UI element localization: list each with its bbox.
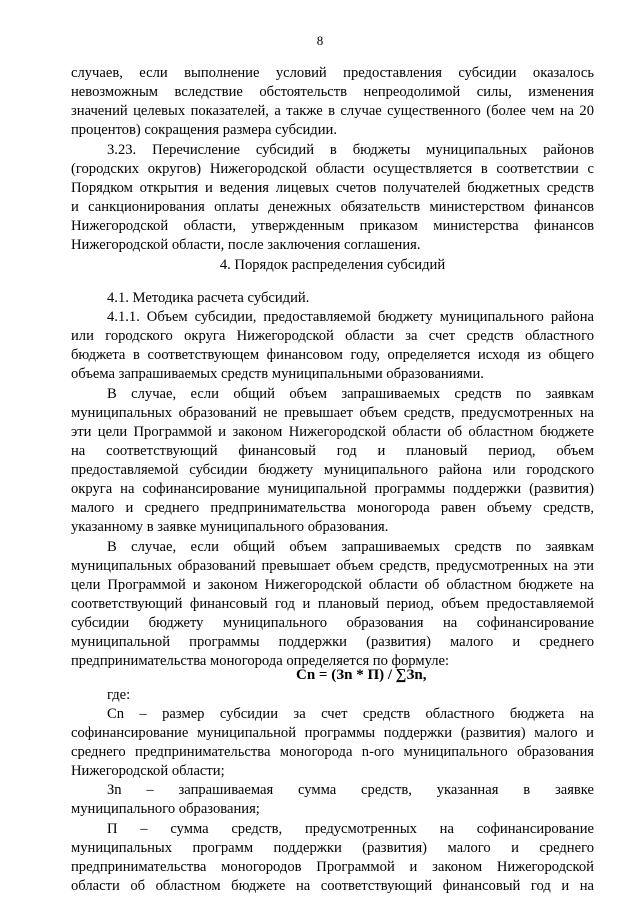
text-line: предпринимательства моногородов Программой и законом Нижегородской xyxy=(71,859,594,875)
text-line: Нижегородской области; xyxy=(71,763,225,779)
text-line: среднего предпринимательства моногорода n-ого муниципального образования xyxy=(71,744,594,760)
text-line: муниципальной программы поддержки (развития) малого и среднего xyxy=(71,634,594,650)
text-line: округа на софинансирование муниципальной программы поддержки (развития) xyxy=(71,481,594,497)
text-line: и санкционирования оплаты денежных обязательств министерством финансов xyxy=(71,199,594,215)
definition-p: П – сумма средств, предусмотренных на софинансирование xyxy=(107,821,594,837)
text-line: на соответствующий финансовый год и плановый период, объем xyxy=(71,443,594,459)
section-heading: 4. Порядок распределения субсидий xyxy=(219,257,446,273)
definition-cn: Сn – размер субсидии за счет средств областного бюджета на xyxy=(107,706,594,722)
text-line: соответствующий финансовый год и плановый период, объем предоставляемой xyxy=(71,596,594,612)
text-line: или городского округа Нижегородской области за счет средств областного xyxy=(71,328,594,344)
text-line: области об областном бюджете на соответствующий финансовый год и на xyxy=(71,878,594,894)
text-line: муниципальных образований превышает объем средств, предусмотренных на эти xyxy=(71,558,594,574)
text-line: значений целевых показателей, а также в случае существенного (более чем на 20 xyxy=(71,103,594,119)
paragraph-first-line: В случае, если общий объем запрашиваемых средств по заявкам xyxy=(107,539,594,555)
text-line: малого и среднего предпринимательства моногорода равен объему средств, xyxy=(71,500,594,516)
definition-zn: Зn – запрашиваемая сумма средств, указанная в заявке xyxy=(107,782,594,798)
paragraph-4-1-1-first-line: 4.1.1. Объем субсидии, предоставляемой бюджету муниципального района xyxy=(107,309,594,325)
where-label: где: xyxy=(107,687,131,703)
paragraph-3-23-first-line: 3.23. Перечисление субсидий в бюджеты муниципальных районов xyxy=(107,142,594,158)
text-line: муниципальных образований не превышает объем средств, предусмотренных на xyxy=(71,405,594,421)
text-line: невозможным вследствие обстоятельств непреодолимой силы, изменения xyxy=(71,84,594,100)
formula: Сn = (Зn * П) / ∑Зn, xyxy=(296,667,427,683)
text-line: муниципальных программ поддержки (развития) малого и среднего xyxy=(71,840,594,856)
text-line: (городских округов) Нижегородской области осуществляется в соответствии с xyxy=(71,161,594,177)
text-line: бюджета в соответствующем финансовом году, определяется исходя из общего xyxy=(71,347,594,363)
text-line: эти цели Программой и законом Нижегородской области об областном бюджете xyxy=(71,424,594,440)
text-line: указанному в заявке муниципального образования. xyxy=(71,519,389,535)
text-line: предоставляемой субсидии бюджету муниципального района или городского xyxy=(71,462,594,478)
text-line: субсидии бюджету муниципального образования на софинансирование xyxy=(71,615,594,631)
text-line: Порядком открытия и ведения лицевых счетов получателей бюджетных средств xyxy=(71,180,594,196)
text-line: муниципального образования; xyxy=(71,801,260,817)
subsection-heading: 4.1. Методика расчета субсидий. xyxy=(107,290,310,306)
text-line: Нижегородской области, утвержденным приказом министерства финансов xyxy=(71,218,594,234)
paragraph-first-line: В случае, если общий объем запрашиваемых средств по заявкам xyxy=(107,386,594,402)
text-line: объема запрашиваемых средств муниципальными образованиями. xyxy=(71,366,484,382)
text-line: Нижегородской области, после заключения соглашения. xyxy=(71,237,421,253)
text-line: процентов) сокращения размера субсидии. xyxy=(71,122,337,138)
text-line: софинансирование муниципальной программы поддержки (развития) малого и xyxy=(71,725,594,741)
text-line: цели Программой и законом Нижегородской области об областном бюджете на xyxy=(71,577,594,593)
text-line: случаев, если выполнение условий предоставления субсидии оказалось xyxy=(71,65,594,81)
page-number: 8 xyxy=(316,33,324,48)
text-line: предпринимательства моногорода определяется по формуле: xyxy=(71,653,450,669)
